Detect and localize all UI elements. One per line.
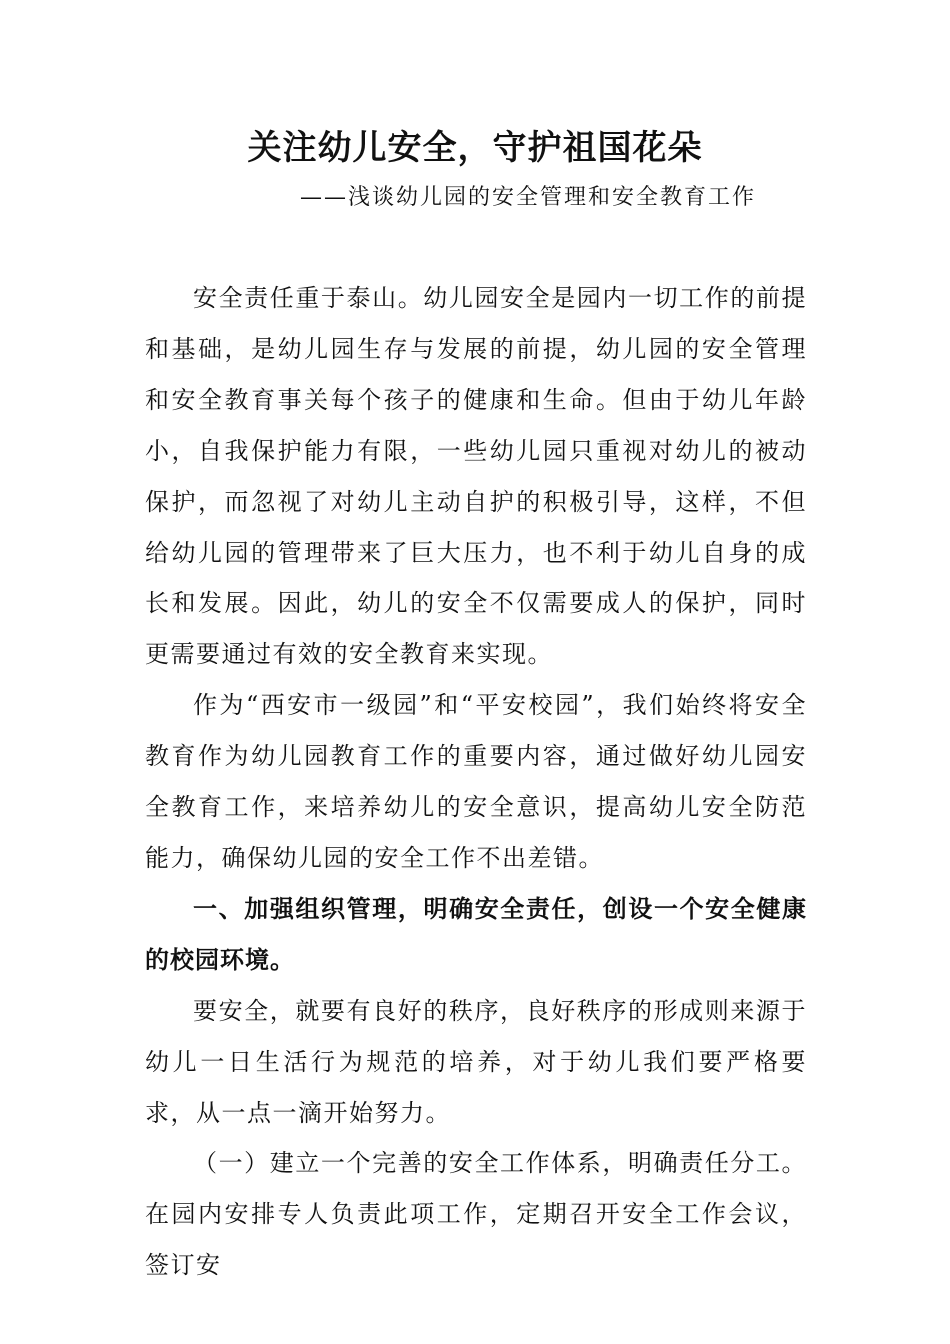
paragraph-intro: 安全责任重于泰山。幼儿园安全是园内一切工作的前提和基础，是幼儿园生存与发展的前提，幼儿园的安全管理和安全教育事关每个孩子的健康和生命。但由于幼儿年龄小，自我保护能力有限，一些幼儿园只重视对幼儿的被动保护，而忽视了对幼儿主动自护的积极引导，这样，不但给幼儿园的管理带来了巨大压力，也不利于幼儿自身的成长和发展。因此，幼儿的安全不仅需要成人的保护，同时更需要通过有效的安全教育来实现。 <box>145 284 807 669</box>
paragraph-order: 要安全，就要有良好的秩序，良好秩序的形成则来源于幼儿一日生活行为规范的培养，对于幼儿我们要严格要求，从一点一滴开始努力。 <box>145 996 807 1127</box>
document-body <box>145 273 807 1291</box>
document-title: 关注幼儿安全，守护祖国花朵 <box>247 128 703 168</box>
paragraph-system: （一）建立一个完善的安全工作体系，明确责任分工。在园内安排专人负责此项工作，定期召开安全工作会议，签订安 <box>145 1149 807 1280</box>
paragraph-approach: 作为“西安市一级园”和“平安校园”，我们始终将安全教育作为幼儿园教育工作的重要内容，通过做好幼儿园安全教育工作，来培养幼儿的安全意识，提高幼儿安全防范能力，确保幼儿园的安全工作不出差错。 <box>145 691 807 872</box>
document-subtitle: ——浅谈幼儿园的安全管理和安全教育工作 <box>300 185 757 210</box>
section-heading-1: 一、加强组织管理，明确安全责任，创设一个安全健康的校园环境。 <box>145 894 807 974</box>
